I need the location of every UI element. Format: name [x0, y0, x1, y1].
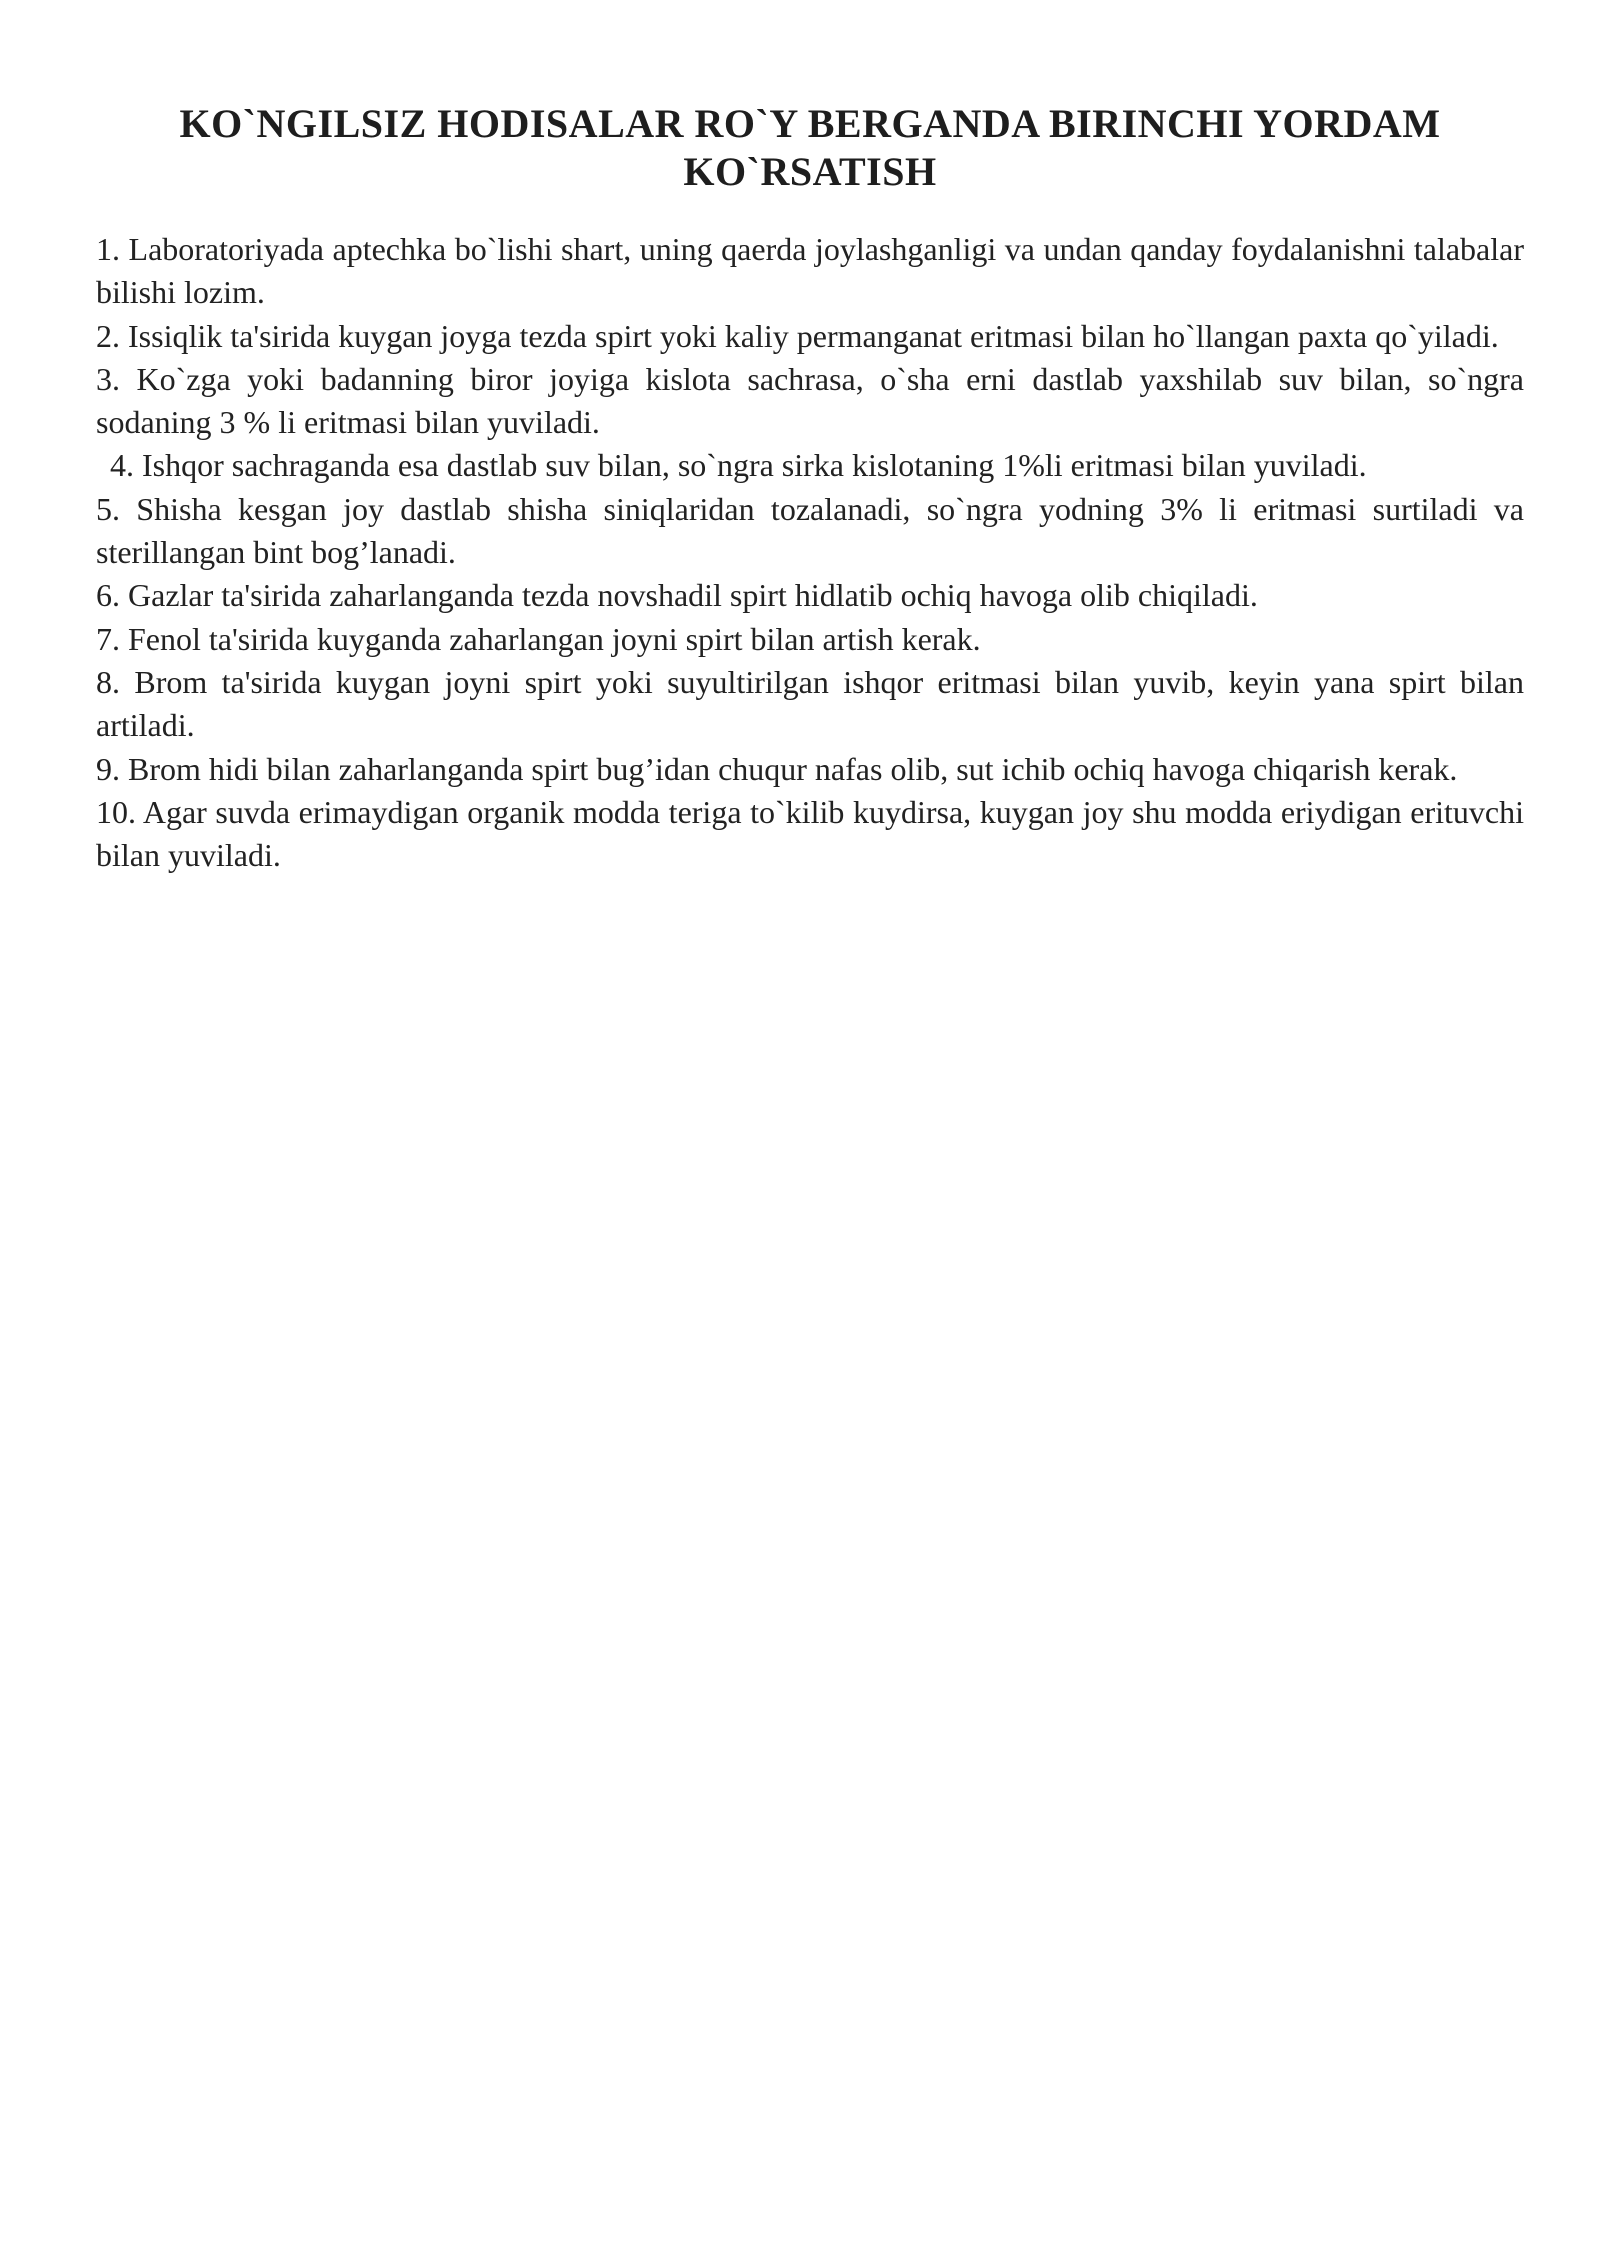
instruction-list [96, 228, 1524, 877]
instruction-item-6: 6. Gazlar ta'sirida zaharlanganda tezda novshadil spirt hidlatib ochiq havoga olib chiqiladi. [96, 577, 1258, 614]
instruction-item-7: 7. Fenol ta'sirida kuyganda zaharlangan joyni spirt bilan artish kerak. [96, 620, 981, 657]
instruction-item-2: 2. Issiqlik ta'sirida kuygan joyga tezda spirt yoki kaliy permanganat eritmasi bilan ho`llangan paxta qo`yiladi. [96, 317, 1499, 354]
title-line-1: KO`NGILSIZ HODISALAR RO`Y BERGANDA BIRINCHI YORDAM [179, 101, 1441, 146]
document-title [96, 100, 1524, 196]
instruction-item-1: 1. Laboratoriyada aptechka bo`lishi shart, uning qaerda joylashganligi va undan qanday foydalanishni talabalar bilishi lozim. [96, 231, 1524, 311]
instruction-item-9: 9. Brom hidi bilan zaharlanganda spirt bug’idan chuqur nafas olib, sut ichib ochiq havoga chiqarish kerak. [96, 750, 1458, 787]
instruction-item-8: 8. Brom ta'sirida kuygan joyni spirt yoki suyultirilgan ishqor eritmasi bilan yuvib, keyin yana spirt bilan artiladi. [96, 663, 1524, 744]
instruction-item-5: 5. Shisha kesgan joy dastlab shisha siniqlaridan tozalanadi, so`ngra yodning 3% li eritmasi surtiladi va sterillangan bint bog’lanadi. [96, 490, 1524, 571]
instruction-item-10: 10. Agar suvda erimaydigan organik modda teriga to`kilib kuydirsa, kuygan joy shu modda eriydigan erituvchi bilan yuviladi. [96, 793, 1524, 874]
instruction-item-4: 4. Ishqor sachraganda esa dastlab suv bilan, so`ngra sirka kislotaning 1%li eritmasi bilan yuviladi. [110, 447, 1367, 484]
title-line-2: KO`RSATISH [683, 149, 937, 194]
instruction-item-3: 3. Ko`zga yoki badanning biror joyiga kislota sachrasa, o`sha erni dastlab yaxshilab suv bilan, so`ngra sodaning 3 % li eritmasi bilan yuviladi. [96, 360, 1524, 441]
document-page [96, 100, 1524, 877]
